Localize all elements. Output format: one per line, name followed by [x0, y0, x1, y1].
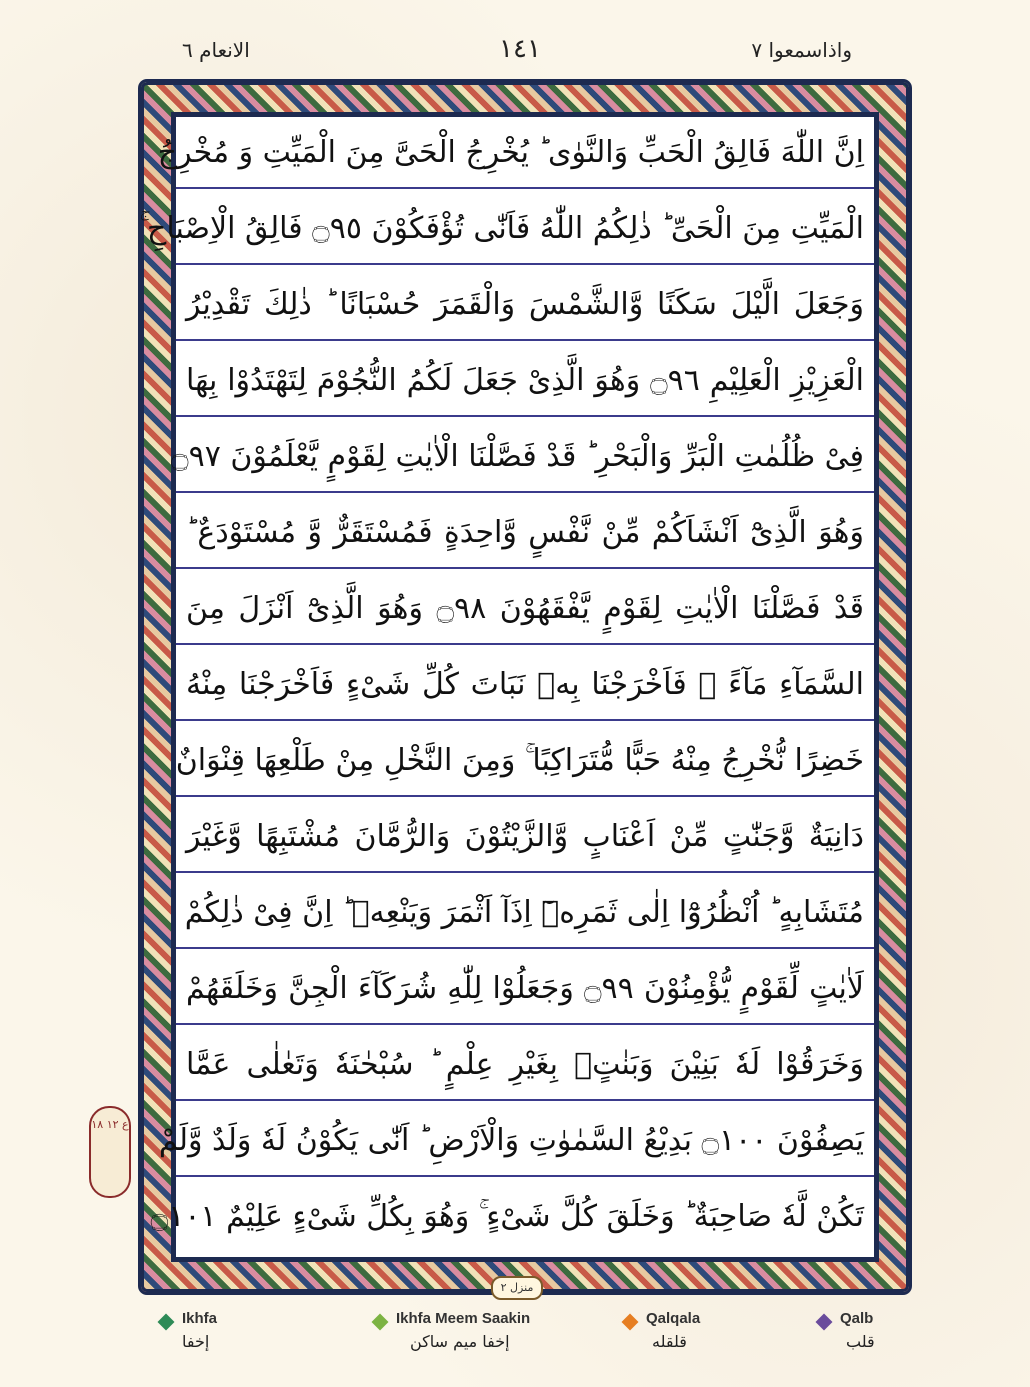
manzil-badge: منزل ٢	[491, 1276, 543, 1300]
ruku-marker: ع ١٢ ١٨	[89, 1106, 131, 1198]
legend-label-ar: إخفا ميم ساكن	[410, 1332, 510, 1351]
verse-panel	[139, 117, 874, 1257]
diamond-icon	[158, 1314, 175, 1331]
verse-line-6: وَهُوَ الَّذِىْٓ اَنْشَاَكُمْ مِّنْ نَّفْسٍ وَّاحِدَةٍ فَمُسْتَقَرٌّ وَّ مُسْتَوْدَعٌ ؕ	[176, 497, 874, 569]
legend-label-en: Ikhfa	[182, 1310, 218, 1327]
verse-line-1: اِنَّ اللّٰهَ فَالِقُ الْحَبِّ وَالنَّوٰى ؕ يُخْرِجُ الْحَىَّ مِنَ الْمَيِّتِ وَ مُخْرِجُ	[176, 117, 874, 189]
verse-line-2: الْمَيِّتِ مِنَ الْحَىِّ ؕ ذٰلِكُمُ اللّٰهُ فَاَنّٰى تُؤْفَكُوْنَ ۝٩٥ فَالِقُ الْاِصْبَاحِ ۚ	[176, 193, 874, 265]
legend-label-ar: قلب	[846, 1332, 875, 1351]
legend-label-ar: قلقله	[652, 1332, 687, 1351]
legend-label-en: Qalb	[840, 1310, 874, 1327]
verse-line-14: يَصِفُوْنَ ۝١٠٠ بَدِيْعُ السَّمٰوٰتِ وَالْاَرْضِ ؕ اَنّٰى يَكُوْنُ لَهٗ وَلَدٌ وَّلَمْ	[176, 1105, 874, 1177]
surah-name-header: الانعام ٦	[182, 38, 250, 62]
verse-line-8: السَّمَآءِ مَآءً ۚ فَاَخْرَجْنَا بِهٖ نَبَاتَ كُلِّ شَىْءٍ فَاَخْرَجْنَا مِنْهُ	[176, 649, 874, 721]
legend-label-en: Qalqala	[646, 1310, 701, 1327]
tajweed-legend	[0, 1310, 1030, 1370]
page-number: ١٤١	[499, 34, 541, 64]
diamond-icon	[622, 1314, 639, 1331]
verse-line-7: قَدْ فَصَّلْنَا الْاٰيٰتِ لِقَوْمٍ يَّفْقَهُوْنَ ۝٩٨ وَهُوَ الَّذِىْٓ اَنْزَلَ مِنَ	[176, 573, 874, 645]
verse-line-9: خَضِرًا نُّخْرِجُ مِنْهُ حَبًّا مُّتَرَاكِبًا ۚ وَمِنَ النَّخْلِ مِنْ طَلْعِهَا قِنْوَانٌ	[176, 725, 874, 797]
verse-line-10: دَانِيَةٌ وَّجَنّٰتٍ مِّنْ اَعْنَابٍ وَّالزَّيْتُوْنَ وَالرُّمَّانَ مُشْتَبِهًا وَّغَيْرَ	[176, 801, 874, 873]
verse-line-15: تَكُنْ لَّهٗ صَاحِبَةٌ ؕ وَخَلَقَ كُلَّ شَىْءٍ ۚ وَهُوَ بِكُلِّ شَىْءٍ عَلِيْمٌ ۝١٠١	[150, 1199, 864, 1234]
diamond-icon	[372, 1314, 389, 1331]
diamond-icon	[816, 1314, 833, 1331]
verse-line-4: الْعَزِيْزِ الْعَلِيْمِ ۝٩٦ وَهُوَ الَّذِىْ جَعَلَ لَكُمُ النُّجُوْمَ لِتَهْتَدُوْا بِهَا	[176, 345, 874, 417]
verse-line-11: مُتَشَابِهٍ ؕ اُنْظُرُوْٓا اِلٰى ثَمَرِهٖٓ اِذَآ اَثْمَرَ وَيَنْعِهٖ ؕ اِنَّ فِىْ ذٰلِكُمْ	[176, 877, 874, 949]
verse-line-5: فِىْ ظُلُمٰتِ الْبَرِّ وَالْبَحْرِ ؕ قَدْ فَصَّلْنَا الْاٰيٰتِ لِقَوْمٍ يَّعْلَمُوْنَ ۝٩٧	[176, 421, 874, 493]
surah-section-header: واذاسمعوا ٧	[751, 38, 852, 62]
verse-line-13: وَخَرَقُوْا لَهٗ بَنِيْنَ وَبَنٰتٍۢ بِغَيْرِ عِلْمٍ ؕ سُبْحٰنَهٗ وَتَعٰلٰى عَمَّا	[176, 1029, 874, 1101]
verse-line-3: وَجَعَلَ الَّيْلَ سَكَنًا وَّالشَّمْسَ وَالْقَمَرَ حُسْبَانًا ؕ ذٰلِكَ تَقْدِيْرُ	[176, 269, 874, 341]
verse-line-12: لَاٰيٰتٍ لِّقَوْمٍ يُّؤْمِنُوْنَ ۝٩٩ وَجَعَلُوْا لِلّٰهِ شُرَكَآءَ الْجِنَّ وَخَلَقَهُمْ	[176, 953, 874, 1025]
legend-label-ar: إخفا	[182, 1332, 210, 1351]
legend-label-en: Ikhfa Meem Saakin	[396, 1310, 531, 1327]
